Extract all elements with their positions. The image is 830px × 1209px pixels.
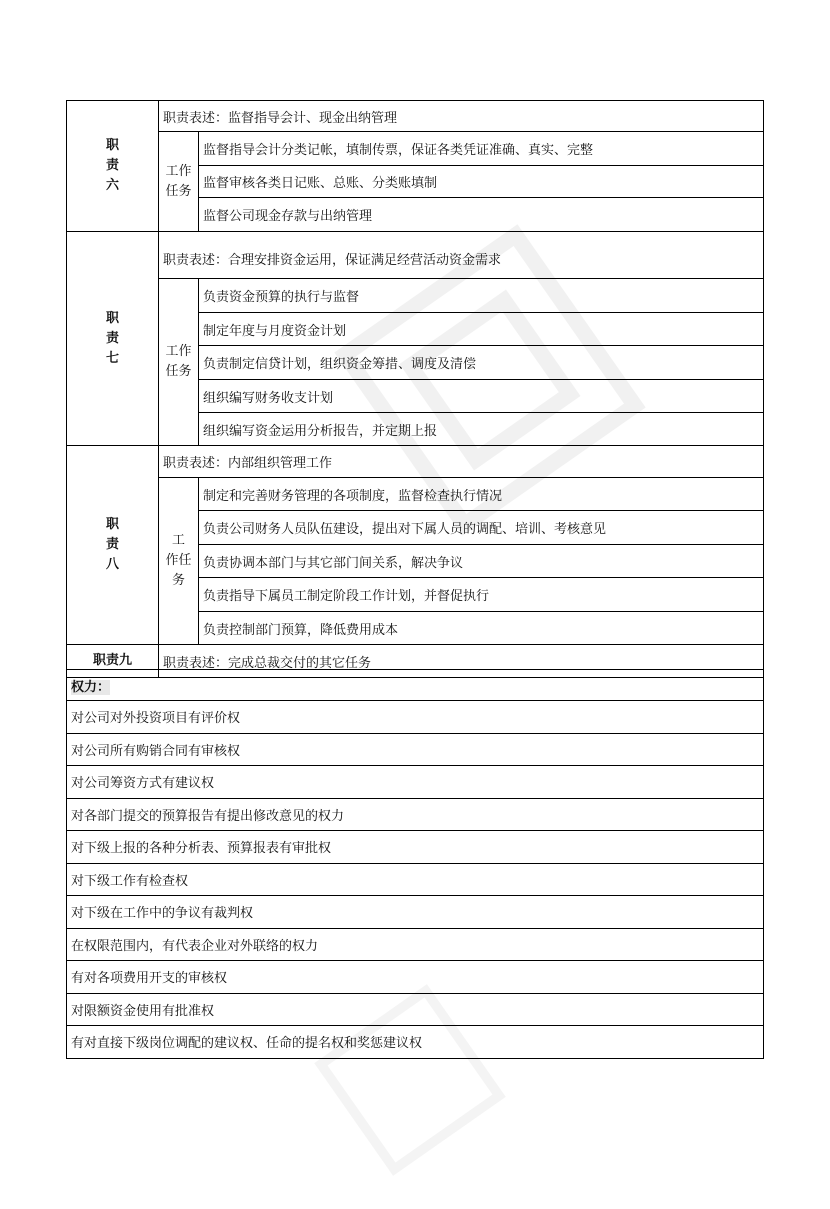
duties-table: [66, 100, 764, 678]
powers-title-row: [67, 670, 764, 701]
duty-six-name: 职责六: [67, 101, 159, 232]
power-row: [67, 798, 764, 831]
duty-statement: 职责表述：内部组织管理工作: [159, 446, 764, 478]
duty-eight-name: 职责八: [67, 446, 159, 645]
task-item: 负责控制部门预算，降低费用成本: [199, 612, 764, 645]
duty-task-row: [67, 279, 764, 313]
powers-title: 权力：: [67, 670, 764, 701]
power-row: [67, 766, 764, 799]
power-row: [67, 701, 764, 734]
task-item: 监督指导会计分类记帐，填制传票，保证各类凭证准确、真实、完整: [199, 132, 764, 166]
power-item: 对各部门提交的预算报告有提出修改意见的权力: [67, 798, 764, 831]
duty-statement: 职责表述：监督指导会计、现金出纳管理: [159, 101, 764, 132]
power-item: 对下级在工作中的争议有裁判权: [67, 896, 764, 929]
power-item: 对公司筹资方式有建议权: [67, 766, 764, 799]
task-item: 制定和完善财务管理的各项制度，监督检查执行情况: [199, 478, 764, 511]
power-row: [67, 733, 764, 766]
powers-table: [66, 669, 764, 1059]
duty-task-row: [67, 132, 764, 166]
duty-seven-statement-row: [67, 232, 764, 279]
task-item: 监督公司现金存款与出纳管理: [199, 198, 764, 232]
power-row: [67, 993, 764, 1026]
power-row: [67, 928, 764, 961]
power-row: [67, 961, 764, 994]
duty-six-statement-row: [67, 101, 764, 132]
task-label: 工作任务: [159, 279, 199, 446]
task-item: 监督审核各类日记账、总账、分类账填制: [199, 166, 764, 198]
duty-eight-statement-row: [67, 446, 764, 478]
task-item: 负责指导下属员工制定阶段工作计划，并督促执行: [199, 578, 764, 612]
duty-nine-name: 职责九: [67, 645, 159, 678]
power-item: 在权限范围内，有代表企业对外联络的权力: [67, 928, 764, 961]
power-item: 对公司所有购销合同有审核权: [67, 733, 764, 766]
power-row: [67, 863, 764, 896]
power-item: 对公司对外投资项目有评价权: [67, 701, 764, 734]
task-item: 负责公司财务人员队伍建设，提出对下属人员的调配、培训、考核意见: [199, 511, 764, 545]
duty-seven-name: 职责七: [67, 232, 159, 446]
task-label: 工作任务: [159, 132, 199, 232]
task-item: 负责资金预算的执行与监督: [199, 279, 764, 313]
task-item: 负责协调本部门与其它部门间关系，解决争议: [199, 545, 764, 578]
task-item: 制定年度与月度资金计划: [199, 313, 764, 346]
power-row: [67, 896, 764, 929]
power-item: 对限额资金使用有批准权: [67, 993, 764, 1026]
duty-statement: 职责表述：合理安排资金运用，保证满足经营活动资金需求: [159, 232, 764, 279]
power-item: 有对各项费用开支的审核权: [67, 961, 764, 994]
power-row: [67, 831, 764, 864]
task-label: 工 作任务: [159, 478, 199, 645]
power-item: 对下级工作有检查权: [67, 863, 764, 896]
duty-task-row: [67, 478, 764, 511]
task-item: 组织编写资金运用分析报告，并定期上报: [199, 413, 764, 446]
power-item: 有对直接下级岗位调配的建议权、任命的提名权和奖惩建议权: [67, 1026, 764, 1059]
task-item: 组织编写财务收支计划: [199, 380, 764, 413]
task-item: 负责制定信贷计划，组织资金筹措、调度及清偿: [199, 346, 764, 380]
power-row: [67, 1026, 764, 1059]
duty-statement: 职责表述：完成总裁交付的其它任务: [159, 645, 764, 678]
power-item: 对下级上报的各种分析表、预算报表有审批权: [67, 831, 764, 864]
